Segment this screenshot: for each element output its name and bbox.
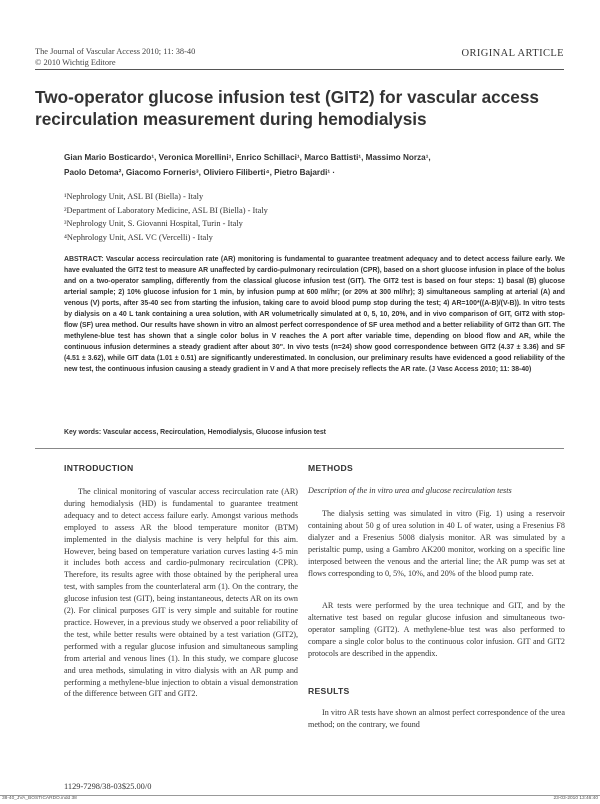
introduction-body: The clinical monitoring of vascular access recirculation rate (AR) during hemodialysis (HD) is fundamental to guarantee treatment adequacy and to detect access failure early. Amongst various methods employed to assess AR the blood temperature monitor (BTM) implemented in the dialysis machine is very helpful for this aim. However, being based on temperature variation curves lasting 4-5 min it includes both access and cardio-pulmonary recirculation (CPR). Therefore, its results agree with those obtained by the peripheral urea test, with samples from the counterlateral arm (1). On the contrary, the glucose infusion test (GIT), being instantaneous, detects AR on its own (2). For clinical purposes GIT is very simple and suitable for routine practice. However, in a previous study we observed a poor reliability of the test, while better results were obtained by a test variation (GIT2), performed with a regular glucose infusion and simultaneous sampling from arterial and venous lines (1). In this study, we compare glucose and urea methods, simulating in vitro dialysis with an AR pump and performing a methylene-blue injection to obtain a visual demonstration of the difference between GIT and GIT2. <box>64 487 298 699</box>
affiliation-1: ¹Nephrology Unit, ASL BI (Biella) - Italy <box>64 192 204 201</box>
methods-paragraph-2: AR tests were performed by the urea technique and GIT, and by the alternative test based on regular glucose infusion and simultaneous two-operator sampling (GIT2). A methylene-blue test was also performed to compare a single color bolus to the continuous color infusion. GIT and GIT2 protocols are described in the appendix. <box>308 601 565 658</box>
copyright: © 2010 Wichtig Editore <box>35 57 116 67</box>
abstract: ABSTRACT: Vascular access recirculation rate (AR) monitoring is fundamental to guarantee treatment adequacy and to detect access failure early. We have evaluated the GIT2 test to measure AR unaffected by cardio-pulmonary recirculation (CPR), based on a short glucose infusion in place of the bolus and on a two-operator sampling, differently from the classical glucose infusion test (GIT). The GIT2 test is based on four steps: 1) basal (B) glucose arterial sample; 2) 10% glucose infusion for 1 min, by infusion pump at 600 ml/hr; (or 20% at 300 ml/hr); 3) simultaneous sampling at arterial (A) and venous (V) ports, after 35-40 sec from starting the infusion, taking care to avoid blood pump stop during the test; 4) AR=100*((A-B)/(V-B)). In vitro tests by dialysis on a 40 L tank containing a urea solution, with AR volumetrically simulated at 0, 5, 10, 20%, and in vivo comparison of GIT, GIT2 with stop-flow (SF) urea method. Our results have shown in vitro an almost perfect correspondence of SF urea method and a better reliability of GIT2 than GIT. The methylene-blue test has shown that a single color bolus in V reaches the A port after variable time, depending on blood flow and AR, while the continuous infusion determines a steady gradient after about 30". In vivo tests (n=24) show good correspondence between GIT2 (4.37 ± 3.36) and SF (4.51 ± 3.62), while GIT data (1.01 ± 0.51) are significantly underestimated. In conclusion, our preliminary results have evidenced a good reliability of the new test, the continuous infusion causing a steady gradient in V and A that more precisely reflects the AR rate. (J Vasc Access 2010; 11: 38-40) <box>64 256 565 373</box>
introduction-heading: INTRODUCTION <box>64 463 134 473</box>
print-file-label: 38-40_JVA_BOSTICARDO.indd 38 <box>2 796 77 801</box>
methods-subheading: Description of the in vitro urea and glucose recirculation tests <box>308 486 512 495</box>
author-list <box>64 151 564 180</box>
footer-divider <box>0 795 600 796</box>
header-divider <box>35 69 564 70</box>
section-divider <box>35 448 564 449</box>
affiliation-4: ⁴Nephrology Unit, ASL VC (Vercelli) - Italy <box>64 232 213 242</box>
affiliation-3: ³Nephrology Unit, S. Giovanni Hospital, Turin - Italy <box>64 219 243 229</box>
results-heading: RESULTS <box>308 686 350 696</box>
issn-code: 1129-7298/38-03$25.00/0 <box>64 782 152 791</box>
author-line-1: Gian Mario Bosticardo¹, Veronica Morellini¹, Enrico Schillaci¹, Marco Battisti¹, Massimo Norza¹, <box>64 153 431 162</box>
affiliation-list <box>64 190 464 244</box>
keywords: Key words: Vascular access, Recirculation, Hemodialysis, Glucose infusion test <box>64 429 326 436</box>
journal-citation <box>35 47 195 68</box>
author-line-2: Paolo Detoma², Giacomo Forneris³, Oliviero Filiberti⁴, Pietro Bajardi¹ · <box>64 167 336 177</box>
methods-heading: METHODS <box>308 463 354 473</box>
results-body: In vitro AR tests have shown an almost perfect correspondence of the urea method; on the contrary, we found <box>308 708 565 729</box>
print-timestamp: 23-03-2010 13:46:40 <box>553 796 598 801</box>
affiliation-2: ²Department of Laboratory Medicine, ASL BI (Biella) - Italy <box>64 205 268 215</box>
journal-name: The Journal of Vascular Access 2010; 11: 38-40 <box>35 47 196 56</box>
article-title: Two-operator glucose infusion test (GIT2) for vascular access recirculation measurement during hemodialysis <box>35 87 539 129</box>
article-type-label: ORIGINAL ARTICLE <box>461 48 564 59</box>
methods-paragraph-1: The dialysis setting was simulated in vitro (Fig. 1) using a reservoir containing about 50 g of urea solution in 40 L of water, using a Fresenius F8 dialyzer and a Fresenius 5008 dialysis monitor. AR was simulated by a peristaltic pump, using a Gambro AK200 monitor, working on a specific line interposed between the venous and the arterial line; the AR pump was set at flows corresponding to 0, 5%, 10%, and 20% of the blood pump rate. <box>308 509 565 578</box>
